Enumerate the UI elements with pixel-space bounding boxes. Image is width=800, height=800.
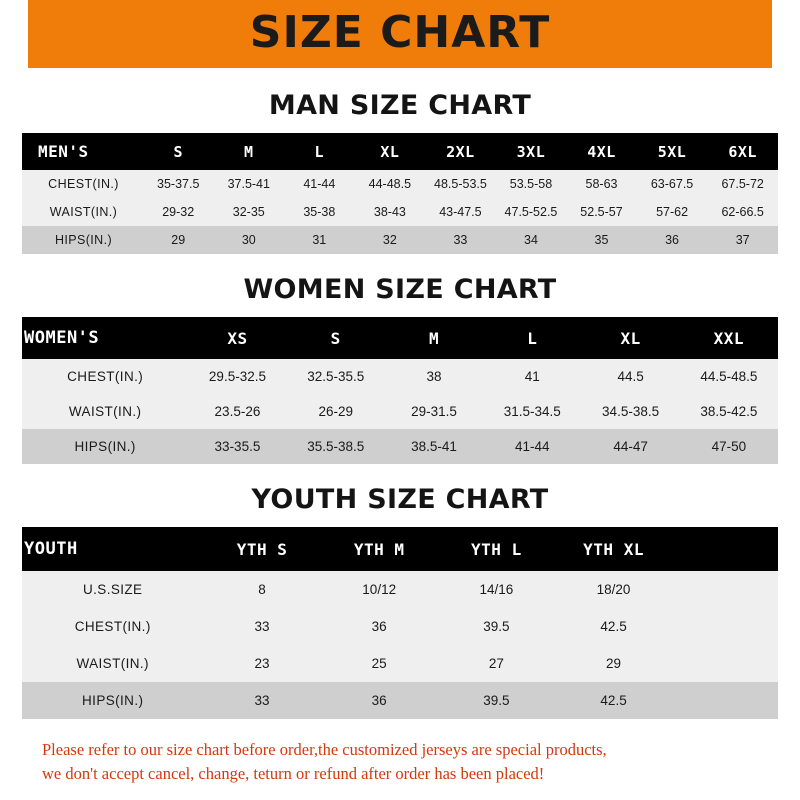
- content-area: [0, 68, 800, 800]
- man-cell-1-7: 57-62: [656, 205, 689, 219]
- youth-cell-3-spacer: [672, 682, 778, 719]
- women-cell-1-5: 38.5-42.5: [700, 404, 758, 419]
- table-row: [22, 571, 778, 608]
- man-cell-2-4: 33: [453, 233, 468, 247]
- youth-row-1-label: CHEST(IN.): [74, 619, 151, 634]
- women-table-header-row: [22, 317, 778, 359]
- women-section-title: WOMEN SIZE CHART: [243, 274, 557, 305]
- man-row-1-label: WAIST(IN.): [49, 205, 118, 219]
- man-cell-2-0: 29: [171, 233, 186, 247]
- women-cell-1-0: 23.5-26: [214, 404, 261, 419]
- youth-section-title: YOUTH SIZE CHART: [251, 484, 549, 515]
- women-cell-1-4: 34.5-38.5: [602, 404, 660, 419]
- man-cell-2-5: 34: [524, 233, 538, 247]
- man-cell-0-1: 37.5-41: [227, 177, 270, 191]
- women-col-6: XXL: [713, 328, 745, 348]
- man-cell-1-0: 29-32: [162, 205, 195, 219]
- man-cell-0-7: 63-67.5: [650, 177, 694, 191]
- youth-cell-0-1: 10/12: [362, 582, 397, 597]
- women-col-0: WOMEN'S: [24, 328, 100, 348]
- man-cell-1-6: 52.5-57: [580, 205, 623, 219]
- youth-col-4: YTH XL: [583, 539, 644, 559]
- youth-table-header-row: [22, 527, 778, 571]
- header-banner: [0, 0, 800, 68]
- man-cell-1-4: 43-47.5: [439, 205, 482, 219]
- table-row: [22, 608, 778, 645]
- youth-cell-3-2: 39.5: [483, 693, 510, 708]
- man-cell-2-1: 30: [241, 233, 256, 247]
- women-cell-0-2: 38: [426, 369, 442, 384]
- youth-cell-1-1: 36: [371, 619, 387, 634]
- youth-cell-0-2: 14/16: [479, 582, 514, 597]
- youth-cell-0-0: 8: [258, 582, 266, 597]
- man-cell-1-2: 35-38: [303, 205, 336, 219]
- man-col-3: L: [314, 142, 325, 161]
- women-row-2-label: HIPS(IN.): [74, 439, 136, 454]
- women-row-1-label: WAIST(IN.): [68, 404, 142, 419]
- women-col-1: XS: [227, 328, 248, 348]
- women-cell-0-1: 32.5-35.5: [307, 369, 365, 384]
- man-cell-0-6: 58-63: [585, 177, 618, 191]
- youth-cell-3-0: 33: [254, 693, 270, 708]
- youth-cell-2-3: 29: [606, 656, 622, 671]
- table-row: [22, 394, 778, 429]
- man-size-table: [22, 133, 778, 254]
- table-row: [22, 682, 778, 719]
- women-cell-2-3: 41-44: [515, 439, 550, 454]
- youth-cell-1-2: 39.5: [483, 619, 510, 634]
- table-row: [22, 226, 778, 254]
- man-col-7: 4XL: [587, 142, 616, 161]
- youth-cell-3-3: 42.5: [600, 693, 627, 708]
- women-cell-2-4: 44-47: [613, 439, 648, 454]
- man-section-title: MAN SIZE CHART: [268, 90, 532, 121]
- youth-cell-2-spacer: [672, 645, 778, 682]
- youth-cell-1-spacer: [672, 608, 778, 645]
- women-cell-2-0: 33-35.5: [214, 439, 261, 454]
- youth-cell-3-1: 36: [371, 693, 387, 708]
- man-col-1: S: [173, 142, 183, 161]
- man-cell-1-8: 62-66.5: [721, 205, 764, 219]
- man-cell-2-3: 32: [382, 233, 397, 247]
- man-cell-2-6: 35: [594, 233, 609, 247]
- footer-disclaimer: [22, 728, 778, 800]
- women-cell-2-2: 38.5-41: [411, 439, 457, 454]
- women-cell-2-1: 35.5-38.5: [307, 439, 365, 454]
- man-cell-0-2: 41-44: [303, 177, 336, 191]
- youth-cell-1-0: 33: [254, 619, 270, 634]
- footer-line-1: Please refer to our size chart before order,the customized jerseys are special products,: [42, 740, 607, 760]
- man-table-header-row: [22, 133, 778, 170]
- youth-size-table: [22, 527, 778, 719]
- man-cell-2-8: 37: [735, 233, 750, 247]
- man-cell-0-3: 44-48.5: [368, 177, 412, 191]
- man-col-4: XL: [380, 142, 400, 161]
- table-row: [22, 170, 778, 198]
- women-row-0-label: CHEST(IN.): [67, 369, 144, 384]
- man-cell-2-2: 31: [312, 233, 327, 247]
- youth-col-2: YTH M: [353, 539, 405, 559]
- youth-col-3: YTH L: [471, 539, 522, 559]
- youth-row-2-label: WAIST(IN.): [76, 656, 149, 671]
- man-col-0: MEN'S: [38, 142, 89, 161]
- table-row: [22, 429, 778, 464]
- man-row-0-label: CHEST(IN.): [48, 177, 119, 191]
- man-cell-2-7: 36: [665, 233, 679, 247]
- youth-cell-2-2: 27: [488, 656, 504, 671]
- youth-row-0-label: U.S.SIZE: [82, 582, 143, 597]
- youth-col-spacer: [672, 527, 778, 571]
- man-cell-0-4: 48.5-53.5: [434, 177, 487, 191]
- women-cell-0-0: 29.5-32.5: [208, 369, 266, 384]
- women-col-4: L: [527, 328, 538, 348]
- youth-cell-2-1: 25: [371, 656, 387, 671]
- women-size-table: [22, 317, 778, 464]
- women-col-3: M: [428, 328, 440, 348]
- youth-cell-1-3: 42.5: [600, 619, 627, 634]
- women-cell-2-5: 47-50: [711, 439, 747, 454]
- youth-col-1: YTH S: [236, 539, 288, 559]
- footer-line-2: we don't accept cancel, change, teturn or refund after order has been placed!: [42, 764, 545, 784]
- youth-cell-0-3: 18/20: [596, 582, 631, 597]
- man-cell-1-5: 47.5-52.5: [504, 205, 558, 219]
- women-col-2: S: [330, 328, 341, 348]
- table-row: [22, 359, 778, 394]
- youth-col-0: YOUTH: [24, 539, 78, 559]
- man-cell-0-8: 67.5-72: [721, 177, 764, 191]
- table-row: [22, 645, 778, 682]
- youth-cell-0-spacer: [672, 571, 778, 608]
- man-col-8: 5XL: [657, 142, 687, 161]
- table-row: [22, 198, 778, 226]
- man-col-9: 6XL: [728, 142, 757, 161]
- youth-cell-2-0: 23: [254, 656, 270, 671]
- man-cell-0-0: 35-37.5: [157, 177, 200, 191]
- man-cell-1-1: 32-35: [232, 205, 265, 219]
- women-cell-0-5: 44.5-48.5: [700, 369, 758, 384]
- man-col-6: 3XL: [516, 142, 546, 161]
- women-cell-1-3: 31.5-34.5: [503, 404, 561, 419]
- women-cell-0-4: 44.5: [617, 369, 644, 384]
- man-row-2-label: HIPS(IN.): [54, 233, 113, 247]
- women-cell-1-1: 26-29: [318, 404, 353, 419]
- women-cell-0-3: 41: [524, 369, 540, 384]
- women-cell-1-2: 29-31.5: [411, 404, 457, 419]
- man-col-2: M: [244, 142, 254, 161]
- man-cell-1-3: 38-43: [373, 205, 406, 219]
- youth-row-3-label: HIPS(IN.): [82, 693, 144, 708]
- women-col-5: XL: [620, 328, 641, 348]
- man-cell-0-5: 53.5-58: [509, 177, 553, 191]
- page-title: SIZE CHART: [249, 7, 551, 58]
- man-col-5: 2XL: [446, 142, 475, 161]
